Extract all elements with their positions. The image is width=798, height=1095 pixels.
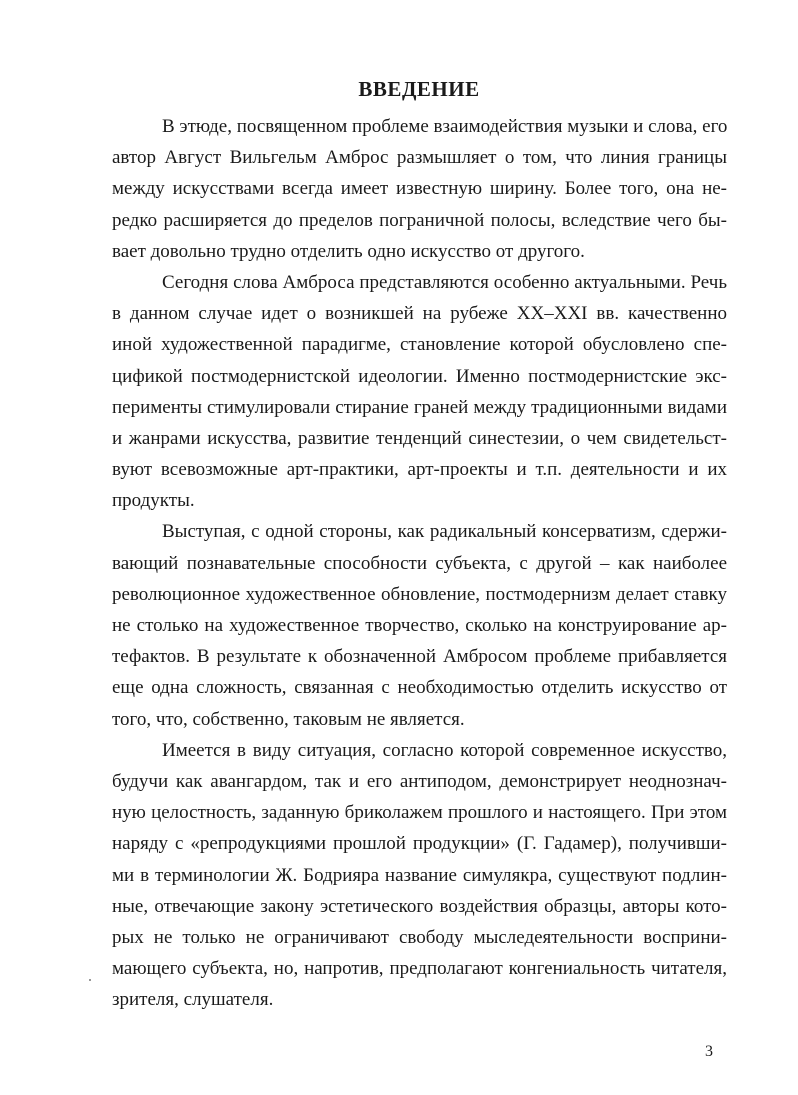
text-line: рых не только не ограничивают свободу мыследеятельности восприни- <box>112 926 727 948</box>
text-line: вает довольно трудно отделить одно искусство от другого. <box>112 240 585 262</box>
text-line: продукты. <box>112 490 195 512</box>
text-line: Сегодня слова Амброса представляются особенно актуальными. Речь <box>162 271 727 293</box>
text-line: мающего субъекта, но, напротив, предполагают конгениальность читателя, <box>112 958 727 980</box>
body-text <box>112 111 727 1015</box>
page-title: ВВЕДЕНИЕ <box>358 77 480 101</box>
text-line: иной художественной парадигме, становление которой обусловлено спе- <box>112 334 727 356</box>
paragraph-4 <box>112 735 727 1016</box>
text-line: Выступая, с одной стороны, как радикальный консерватизм, сдержи- <box>162 521 727 543</box>
text-line: цификой постмодернистской идеологии. Именно постмодернистские экс- <box>112 365 727 387</box>
paragraph-3 <box>112 516 727 734</box>
text-line: тефактов. В результате к обозначенной Амбросом проблеме прибавляется <box>112 646 727 668</box>
text-line: перименты стимулировали стирание граней между традиционными видами <box>112 396 727 418</box>
text-line: и жанрами искусства, развитие тенденций синестезии, о чем свидетельст- <box>112 427 727 449</box>
text-line: того, что, собственно, таковым не является. <box>112 708 465 730</box>
text-line: не столько на художественное творчество, сколько на конструирование ар- <box>112 615 727 636</box>
scan-speck <box>89 979 91 981</box>
text-line: вающий познавательные способности субъекта, с другой – как наиболее <box>112 552 727 574</box>
text-line: ные, отвечающие закону эстетического воздействия образцы, авторы кото- <box>112 895 727 917</box>
text-line: еще одна сложность, связанная с необходимостью отделить искусство от <box>112 677 727 699</box>
text-line: революционное художественное обновление, постмодернизм делает ставку <box>112 583 727 605</box>
text-line: Имеется в виду ситуация, согласно которой современное искусство, <box>162 739 727 761</box>
text-line: будучи как авангардом, так и его антиподом, демонстрирует неоднознач- <box>112 770 727 792</box>
text-line: вуют всевозможные арт-практики, арт-проекты и т.п. деятельности и их <box>112 459 727 481</box>
paragraph-1 <box>112 111 727 267</box>
page-number: 3 <box>705 1043 713 1060</box>
paragraph-2 <box>112 267 727 517</box>
text-line: автор Август Вильгельм Амброс размышляет о том, что линия границы <box>112 147 727 169</box>
text-line: наряду с «репродукциями прошлой продукции» (Г. Гадамер), получивши- <box>112 833 727 855</box>
text-line: ную целостность, заданную бриколажем прошлого и настоящего. При этом <box>112 802 727 824</box>
text-line: редко расширяется до пределов пограничной полосы, вследствие чего бы- <box>112 209 727 231</box>
text-line: в данном случае идет о возникшей на рубеже XX–XXI вв. качественно <box>112 303 727 325</box>
text-line: ми в терминологии Ж. Бодрияра название симулякра, существуют подлин- <box>112 864 727 886</box>
text-line: между искусствами всегда имеет известную ширину. Более того, она не- <box>112 178 727 200</box>
text-line: зрителя, слушателя. <box>112 989 274 1011</box>
text-line: В этюде, посвященном проблеме взаимодействия музыки и слова, его <box>162 116 728 137</box>
